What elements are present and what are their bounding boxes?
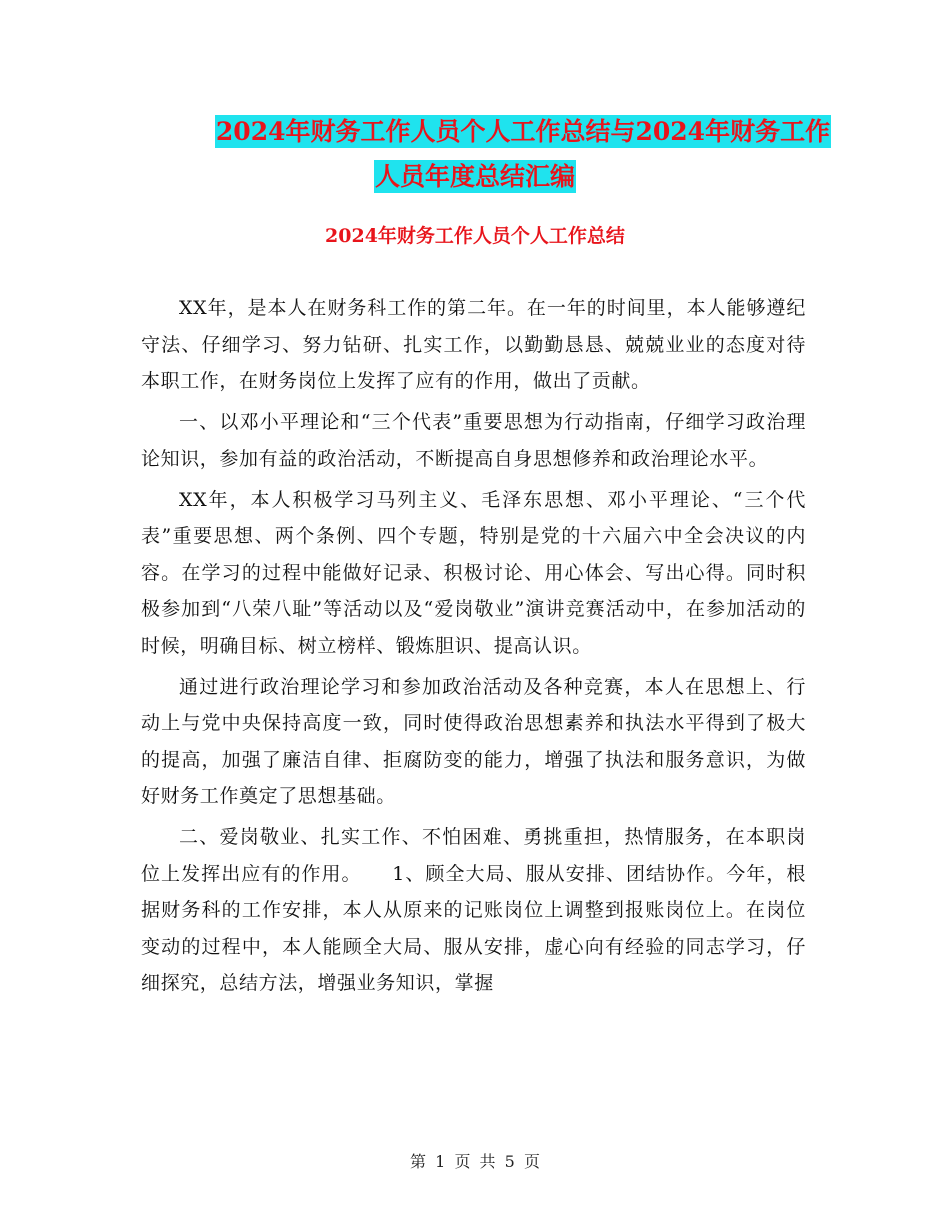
document-title-line-2	[0, 155, 950, 199]
page-footer	[0, 1150, 950, 1174]
footer-page-number: 1	[435, 1152, 446, 1171]
footer-total-prefix: 共	[479, 1152, 496, 1171]
paragraph-2: 一、以邓小平理论和“三个代表”重要思想为行动指南，仔细学习政治理论知识，参加有益的政治活动，不断提高自身思想修养和政治理论水平。	[141, 411, 806, 470]
footer-total-pages: 5	[504, 1152, 515, 1171]
paragraph-1: XX年，是本人在财务科工作的第二年。在一年的时间里，本人能够遵纪守法、仔细学习、努力钻研、扎实工作，以勤勤恳恳、兢兢业业的态度对待本职工作，在财务岗位上发挥了应有的作用，做出了贡献。	[141, 297, 806, 392]
document-body	[141, 290, 806, 1006]
footer-page-prefix: 第	[410, 1152, 427, 1171]
document-title-highlight-1: 2024年财务工作人员个人工作总结与2024年财务工作	[215, 117, 831, 146]
footer-total-unit: 页	[523, 1152, 540, 1171]
paragraph-3: XX年，本人积极学习马列主义、毛泽东思想、邓小平理论、“三个代表”重要思想、两个条例、四个专题，特别是党的十六届六中全会决议的内容。在学习的过程中能做好记录、积极讨论、用心体会、写出心得。同时积极参加到“八荣八耻”等活动以及“爱岗敬业”演讲竞赛活动中，在参加活动的时候，明确目标、树立榜样、锻炼胆识、提高认识。	[141, 488, 806, 657]
section-title: 2024年财务工作人员个人工作总结	[325, 225, 625, 247]
paragraph-5: 二、爱岗敬业、扎实工作、不怕困难、勇挑重担，热情服务，在本职岗位上发挥出应有的作用。 1、顾全大局、服从安排、团结协作。今年，根据财务科的工作安排，本人从原来的记账岗位上调整到报账岗位上。在岗位变动的过程中，本人能顾全大局、服从安排，虚心向有经验的同志学习，仔细探究，总结方法，增强业务知识，掌握	[141, 826, 806, 994]
footer-page-unit: 页	[454, 1152, 471, 1171]
document-title-line-1	[48, 110, 950, 154]
paragraph-4: 通过进行政治理论学习和参加政治活动及各种竞赛，本人在思想上、行动上与党中央保持高度一致，同时使得政治思想素养和执法水平得到了极大的提高，加强了廉洁自律、拒腐防变的能力，增强了执法和服务意识，为做好财务工作奠定了思想基础。	[141, 675, 806, 807]
document-title-highlight-2: 人员年度总结汇编	[374, 162, 575, 191]
